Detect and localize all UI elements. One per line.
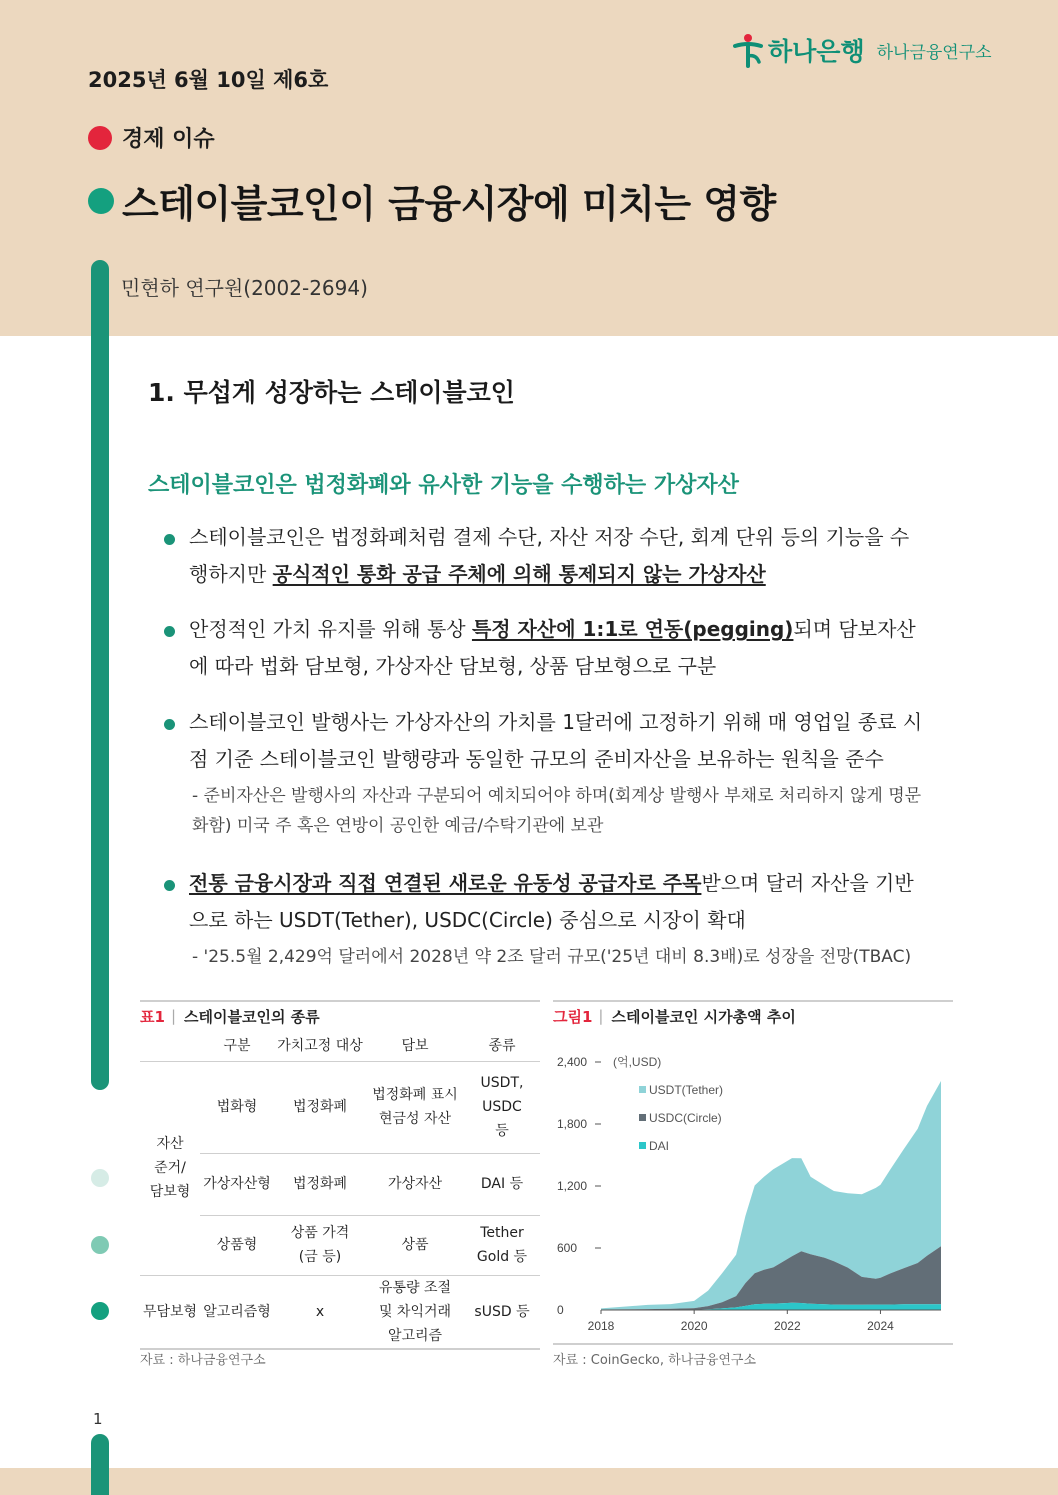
chart-bottom-rule bbox=[553, 1343, 953, 1345]
table-header-row bbox=[140, 1031, 540, 1061]
issue-category bbox=[88, 122, 215, 153]
table-row bbox=[140, 1153, 540, 1215]
bullet-emphasis: 공식적인 통화 공급 주체에 의해 통제되지 않는 가상자산 bbox=[272, 562, 766, 586]
side-dot-light-icon bbox=[91, 1169, 109, 1187]
legend-swatch bbox=[639, 1086, 646, 1093]
table-row bbox=[140, 1275, 540, 1349]
stablecoin-market-cap-chart bbox=[553, 1040, 953, 1345]
table-header-cell: 가치고정 대상 bbox=[274, 1031, 366, 1061]
legend-label: USDC(Circle) bbox=[649, 1111, 722, 1125]
stablecoin-types-table bbox=[140, 1031, 540, 1350]
table-cell: 상품형 bbox=[200, 1215, 274, 1275]
y-tick-label: 1,200 bbox=[557, 1179, 588, 1193]
legend-swatch bbox=[639, 1114, 646, 1121]
bullet-emphasis: 특정 자산에 1:1로 연동(pegging) bbox=[471, 617, 794, 641]
table-cell: x bbox=[274, 1275, 366, 1349]
x-tick-label: 2018 bbox=[587, 1319, 615, 1333]
table-cell: 유통량 조절 및 차익거래 알고리즘 bbox=[366, 1275, 464, 1349]
section-subheading: 스테이블코인은 법정화폐와 유사한 기능을 수행하는 가상자산 bbox=[148, 473, 739, 498]
table-cell: 가상자산형 bbox=[200, 1153, 274, 1215]
table-header-cell bbox=[140, 1031, 200, 1061]
caption-separator: | bbox=[170, 1007, 176, 1025]
table-cell: 법정화폐 bbox=[274, 1153, 366, 1215]
table-cell: 가상자산 bbox=[366, 1153, 464, 1215]
bullet-item bbox=[164, 611, 924, 685]
bullet-dot-icon bbox=[164, 719, 175, 730]
unit-label: (억,USD) bbox=[613, 1055, 662, 1069]
author-line: 민현하 연구원(2002-2694) bbox=[121, 276, 368, 300]
y-tick-label: 2,400 bbox=[557, 1055, 588, 1069]
chart-canvas bbox=[553, 1040, 953, 1345]
chart-caption bbox=[553, 1000, 953, 1030]
bullet-dot-icon bbox=[164, 880, 175, 891]
y-tick-label: 1,800 bbox=[557, 1117, 588, 1131]
table-cell: 법화형 bbox=[200, 1061, 274, 1153]
page-title: 스테이블코인이 금융시장에 미치는 영향 bbox=[122, 182, 776, 226]
teal-dot-icon bbox=[88, 188, 114, 214]
x-tick-label: 2022 bbox=[773, 1319, 801, 1333]
chart-caption-text: 스테이블코인 시가총액 추이 bbox=[611, 1007, 796, 1026]
side-dot-mid-icon bbox=[91, 1236, 109, 1254]
y-tick-label: 0 bbox=[557, 1303, 564, 1317]
table-group-cell: 무담보형 bbox=[140, 1275, 200, 1349]
table-cell: Tether Gold 등 bbox=[464, 1215, 540, 1275]
red-dot-icon bbox=[88, 126, 112, 150]
bullet-text: 스테이블코인은 법정화폐처럼 결제 수단, 자산 저장 수단, 회계 단위 등의 기능을 수행하지만 bbox=[189, 525, 910, 586]
footer-band bbox=[0, 1468, 1058, 1495]
issue-label: 경제 이슈 bbox=[122, 127, 215, 152]
brand-logo bbox=[732, 30, 992, 70]
table-group-cell: 자산 준거/ 담보형 bbox=[140, 1061, 200, 1275]
table-cell: 법정화폐 표시 현금성 자산 bbox=[366, 1061, 464, 1153]
table-header-cell: 종류 bbox=[464, 1031, 540, 1061]
side-accent-bar-bottom bbox=[91, 1434, 109, 1495]
chart-caption-number: 그림1 bbox=[553, 1007, 593, 1026]
bullet-text: 안정적인 가치 유지를 위해 통상 bbox=[189, 617, 472, 641]
x-tick-label: 2020 bbox=[680, 1319, 708, 1333]
brand-name: 하나은행 bbox=[768, 37, 865, 66]
table-source: 자료 : 하나금융연구소 bbox=[140, 1353, 266, 1368]
legend-label: DAI bbox=[649, 1139, 670, 1153]
page-number: 1 bbox=[93, 1410, 103, 1428]
bullet-dot-icon bbox=[164, 534, 175, 545]
bullet-text: 되며 담보자산에 따라 법화 담보형, 가상자산 담보형, 상품 담보형으로 구분 bbox=[189, 617, 916, 678]
bullet-item bbox=[164, 704, 924, 778]
table-cell: 법정화폐 bbox=[274, 1061, 366, 1153]
section-heading: 1. 무섭게 성장하는 스테이블코인 bbox=[148, 378, 515, 407]
hana-logo-icon bbox=[732, 32, 764, 68]
bullet-item bbox=[164, 519, 924, 593]
table-cell: DAI 등 bbox=[464, 1153, 540, 1215]
table-header-cell: 담보 bbox=[366, 1031, 464, 1061]
sub-note: - '25.5월 2,429억 달러에서 2028년 약 2조 달러 규모('25년 대비 8.3배)로 성장을 전망(TBAC) bbox=[192, 947, 912, 967]
side-accent-bar bbox=[91, 260, 109, 1090]
table-row bbox=[140, 1215, 540, 1275]
table-cell: 상품 가격 (금 등) bbox=[274, 1215, 366, 1275]
legend-swatch bbox=[639, 1142, 646, 1149]
table-cell: 상품 bbox=[366, 1215, 464, 1275]
side-dot-dark-icon bbox=[91, 1302, 109, 1320]
table-header-cell: 구분 bbox=[200, 1031, 274, 1061]
table-cell: sUSD 등 bbox=[464, 1275, 540, 1349]
sub-note: - 준비자산은 발행사의 자산과 구분되어 예치되어야 하며(회계상 발행사 부채로 처리하지 않게 명문화함) 미국 주 혹은 연방이 공인한 예금/수탁기관에 보관 bbox=[192, 786, 922, 836]
bullet-item bbox=[164, 865, 924, 939]
table-caption-number: 표1 bbox=[140, 1007, 165, 1026]
title-row bbox=[88, 173, 776, 228]
bullet-text: 스테이블코인 발행사는 가상자산의 가치를 1달러에 고정하기 위해 매 영업일 종료 시점 기준 스테이블코인 발행량과 동일한 규모의 준비자산을 보유하는 원칙을 준수 bbox=[189, 710, 923, 771]
brand-subtitle: 하나금융연구소 bbox=[876, 42, 992, 63]
legend-label: USDT(Tether) bbox=[649, 1083, 724, 1097]
y-tick-label: 600 bbox=[557, 1241, 578, 1255]
table-cell: USDT, USDC 등 bbox=[464, 1061, 540, 1153]
caption-separator: | bbox=[598, 1007, 604, 1025]
table-caption bbox=[140, 1000, 540, 1030]
bullet-dot-icon bbox=[164, 626, 175, 637]
table-row bbox=[140, 1061, 540, 1153]
table-caption-text: 스테이블코인의 종류 bbox=[184, 1007, 320, 1026]
issue-date: 2025년 6월 10일 제6호 bbox=[88, 68, 329, 92]
chart-source: 자료 : CoinGecko, 하나금융연구소 bbox=[553, 1353, 757, 1368]
table-cell: 알고리즘형 bbox=[200, 1275, 274, 1349]
bullet-text: 받으며 달러 자산을 기반으로 하는 USDT(Tether), USDC(Circle) 중심으로 시장이 확대 bbox=[189, 871, 914, 932]
x-tick-label: 2024 bbox=[867, 1319, 894, 1333]
bullet-emphasis: 전통 금융시장과 직접 연결된 새로운 유동성 공급자로 주목 bbox=[189, 871, 702, 895]
